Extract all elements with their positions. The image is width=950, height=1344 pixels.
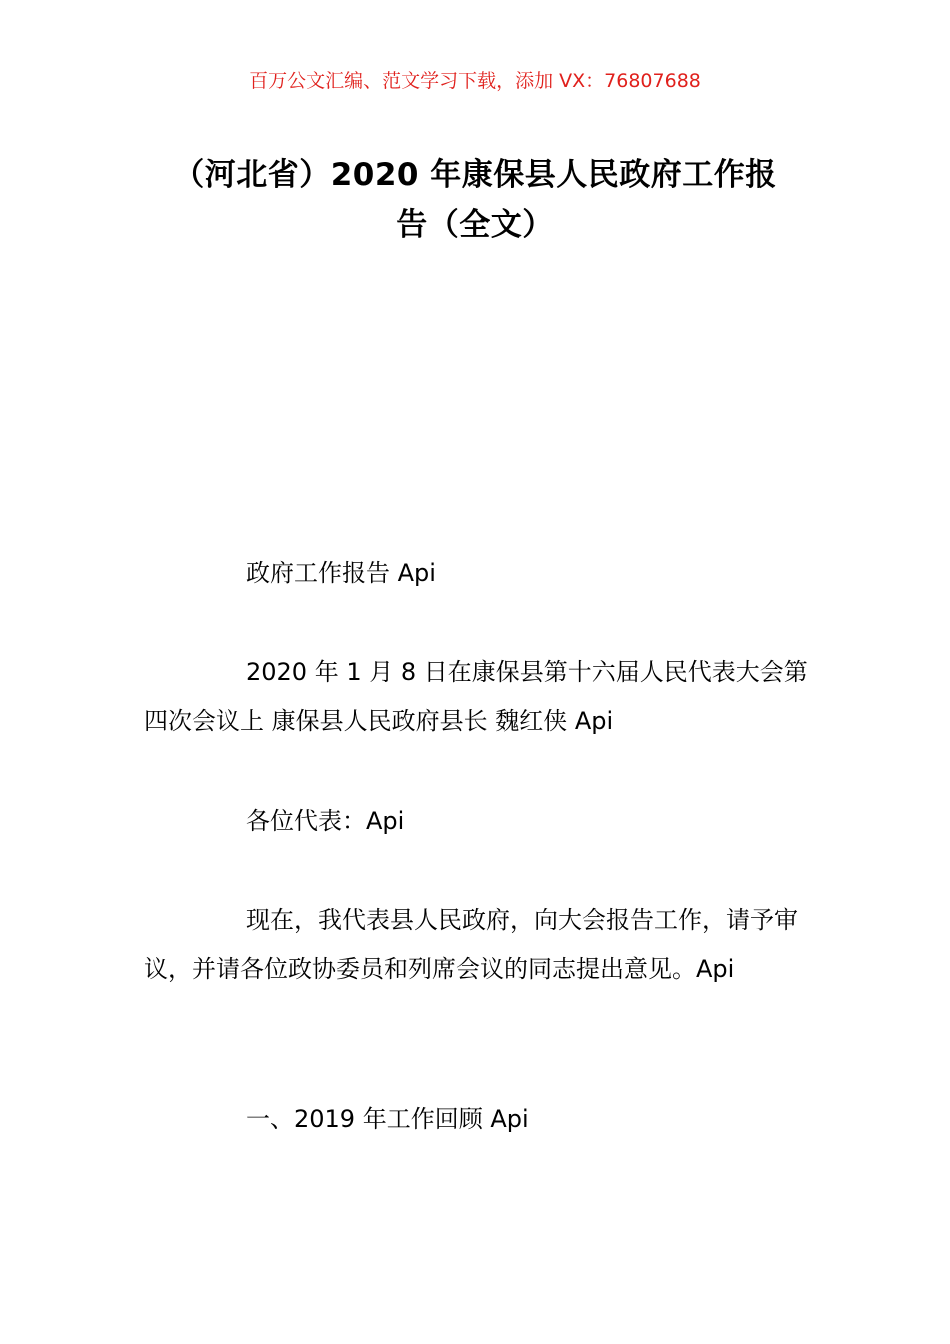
title-line-2: 告（全文）: [396, 207, 554, 243]
title-line-1: （河北省）2020 年康保县人民政府工作报: [173, 157, 777, 193]
paragraph-greeting: 各位代表：Api: [246, 807, 405, 835]
paragraph-intro: 现在，我代表县人民政府，向大会报告工作，请予审议，并请各位政协委员和列席会议的同志提出意见。Api: [144, 906, 798, 983]
document-title: [140, 150, 810, 250]
section-heading-review: 一、2019 年工作回顾 Api: [246, 1105, 529, 1133]
paragraph-meeting-info: 2020 年 1 月 8 日在康保县第十六届人民代表大会第四次会议上 康保县人民政府县长 魏红侠 Api: [144, 658, 808, 735]
paragraph-report-label: 政府工作报告 Api: [246, 559, 436, 587]
header-banner: 百万公文汇编、范文学习下载，添加 VX：76807688: [249, 70, 701, 92]
